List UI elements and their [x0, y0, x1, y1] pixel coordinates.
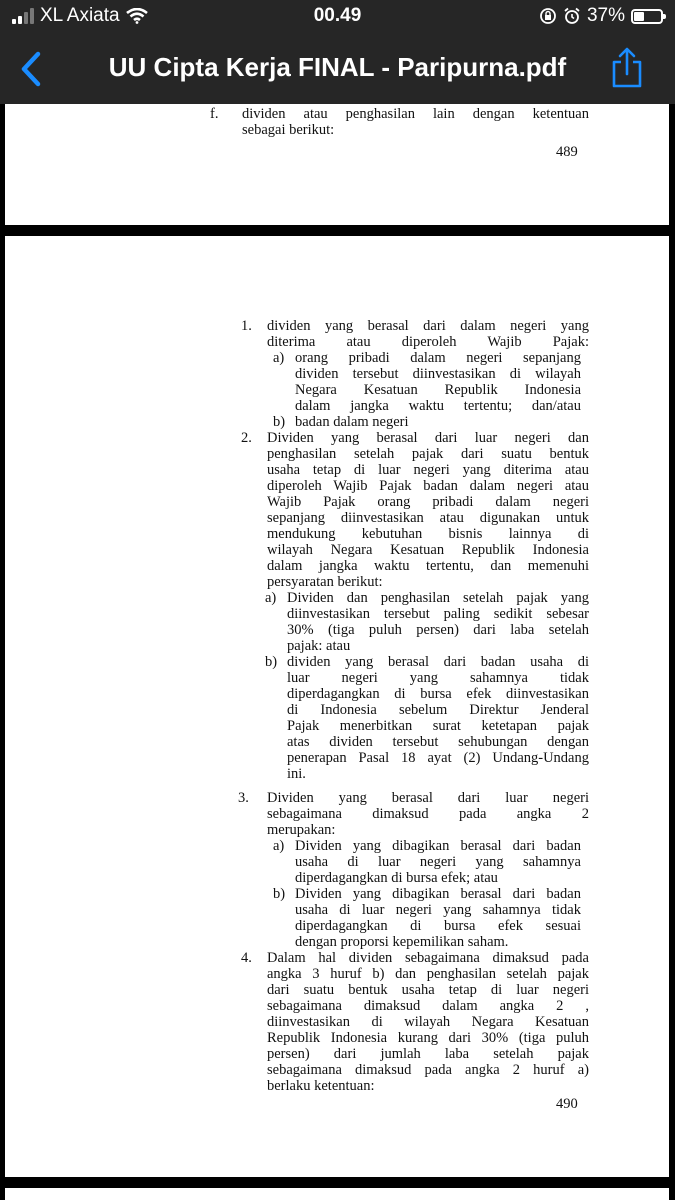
text-line: berlaku ketentuan:	[267, 1078, 375, 1094]
text-line: dalam jangka waktu tertentu, dan memenuhi	[267, 558, 589, 574]
list-marker: b)	[273, 886, 286, 902]
item-marker: f.	[210, 106, 219, 122]
text-line: Pajak menerbitkan surat ketetapan pajak	[287, 718, 589, 734]
text-line: orang pribadi dalam negeri sepanjang	[295, 350, 581, 366]
text-line: Negara Kesatuan Republik Indonesia	[295, 382, 581, 398]
text-line: Dividen yang dibagikan berasal dari badan	[295, 838, 581, 854]
orientation-lock-icon	[539, 7, 557, 25]
status-bar	[0, 0, 675, 34]
list-marker: b)	[265, 654, 278, 670]
list-marker: a)	[273, 838, 285, 854]
text-line: persen) dari jumlah laba setelah pajak	[267, 1046, 589, 1062]
text-line: sebagaimana dimaksud pada angka 2 huruf a)	[267, 1062, 589, 1078]
text-line: Dividen yang dibagikan berasal dari badan	[295, 886, 581, 902]
text-line: mendukung kebutuhan bisnis lainnya di	[267, 526, 589, 542]
pdf-page-489	[5, 104, 669, 225]
battery-percent: 37%	[586, 5, 625, 26]
list-marker: 2.	[241, 430, 252, 446]
text-line: diperoleh Wajib Pajak badan dalam negeri atau	[267, 478, 589, 494]
text-line: diterima atau diperoleh Wajib Pajak:	[267, 334, 589, 350]
text-line: penghasilan setelah pajak dari suatu bentuk	[267, 446, 589, 462]
text-line: dividen atau penghasilan lain dengan ketentuan	[242, 106, 589, 122]
pdf-page-490	[5, 236, 669, 1177]
list-marker: 3.	[238, 790, 249, 806]
list-marker: a)	[273, 350, 285, 366]
text-line: dalam jangka waktu tertentu; dan/atau	[295, 398, 581, 414]
text-line: diinvestasikan tersebut paling sedikit sebesar	[287, 606, 589, 622]
text-line: dividen yang berasal dari badan usaha di	[287, 654, 589, 670]
text-line: persyaratan berikut:	[267, 574, 383, 590]
text-line: Dividen dan penghasilan setelah pajak yang	[287, 590, 589, 606]
text-line: badan dalam negeri	[295, 414, 409, 430]
text-line: 30% (tiga puluh persen) dari laba setelah	[287, 622, 589, 638]
text-line: diperdagangkan di bursa efek sesuai	[295, 918, 581, 934]
text-line: di Indonesia sebelum Direktur Jenderal	[287, 702, 589, 718]
status-right	[539, 5, 663, 27]
nav-bar	[0, 34, 675, 104]
pdf-page-next	[5, 1188, 669, 1200]
text-line: pajak: atau	[287, 638, 351, 654]
document-title: UU Cipta Kerja FINAL - Paripurna.pdf	[108, 52, 567, 82]
list-marker: 1.	[241, 318, 252, 334]
text-line: atas dividen tersebut sehubungan dengan	[287, 734, 589, 750]
text-line: dividen tersebut diinvestasikan di wilayah	[295, 366, 581, 382]
carrier-name: XL Axiata	[40, 5, 120, 26]
clock: 00.49	[313, 5, 362, 26]
text-line: diinvestasikan di wilayah Negara Kesatuan	[267, 1014, 589, 1030]
page-number: 490	[556, 1096, 578, 1112]
list-marker: a)	[265, 590, 277, 606]
text-line: angka 3 huruf b) dan penghasilan setelah pajak	[267, 966, 589, 982]
text-line: usaha di luar negeri yang sahamnya tidak	[295, 902, 581, 918]
text-line: Dividen yang berasal dari luar negeri	[267, 790, 589, 806]
text-line: ini.	[287, 766, 306, 782]
text-line: usaha tetap di luar negeri yang diterima atau	[267, 462, 589, 478]
text-line: wilayah Negara Kesatuan Republik Indonesia	[267, 542, 589, 558]
text-line: diperdagangkan di bursa efek; atau	[295, 870, 498, 886]
list-marker: 4.	[241, 950, 252, 966]
text-line: sebagai berikut:	[242, 122, 335, 138]
text-line: dividen yang berasal dari dalam negeri yang	[267, 318, 589, 334]
share-button[interactable]	[609, 46, 645, 90]
text-line: Dividen yang berasal dari luar negeri dan	[267, 430, 589, 446]
text-line: usaha di luar negeri yang sahamnya	[295, 854, 581, 870]
text-line: penerapan Pasal 18 ayat (2) Undang-Undang	[287, 750, 589, 766]
text-line: sebagaimana dimaksud dalam angka 2 ,	[267, 998, 589, 1014]
text-line: Republik Indonesia kurang dari 30% (tiga puluh	[267, 1030, 589, 1046]
text-line: sebagaimana dimaksud pada angka 2	[267, 806, 589, 822]
text-line: dengan proporsi kepemilikan saham.	[295, 934, 509, 950]
text-line: luar negeri yang sahamnya tidak	[287, 670, 589, 686]
text-line: Dalam hal dividen sebagaimana dimaksud pada	[267, 950, 589, 966]
list-marker: b)	[273, 414, 286, 430]
text-line: sepanjang diinvestasikan atau digunakan untuk	[267, 510, 589, 526]
text-line: diperdagangkan di bursa efek diinvestasikan	[287, 686, 589, 702]
text-line: dari suatu bentuk usaha tetap di luar negeri	[267, 982, 589, 998]
battery-icon	[631, 9, 663, 24]
text-line: merupakan:	[267, 822, 336, 838]
page-number: 489	[556, 144, 578, 160]
text-line: Wajib Pajak orang pribadi dalam negeri	[267, 494, 589, 510]
alarm-icon	[563, 7, 581, 25]
